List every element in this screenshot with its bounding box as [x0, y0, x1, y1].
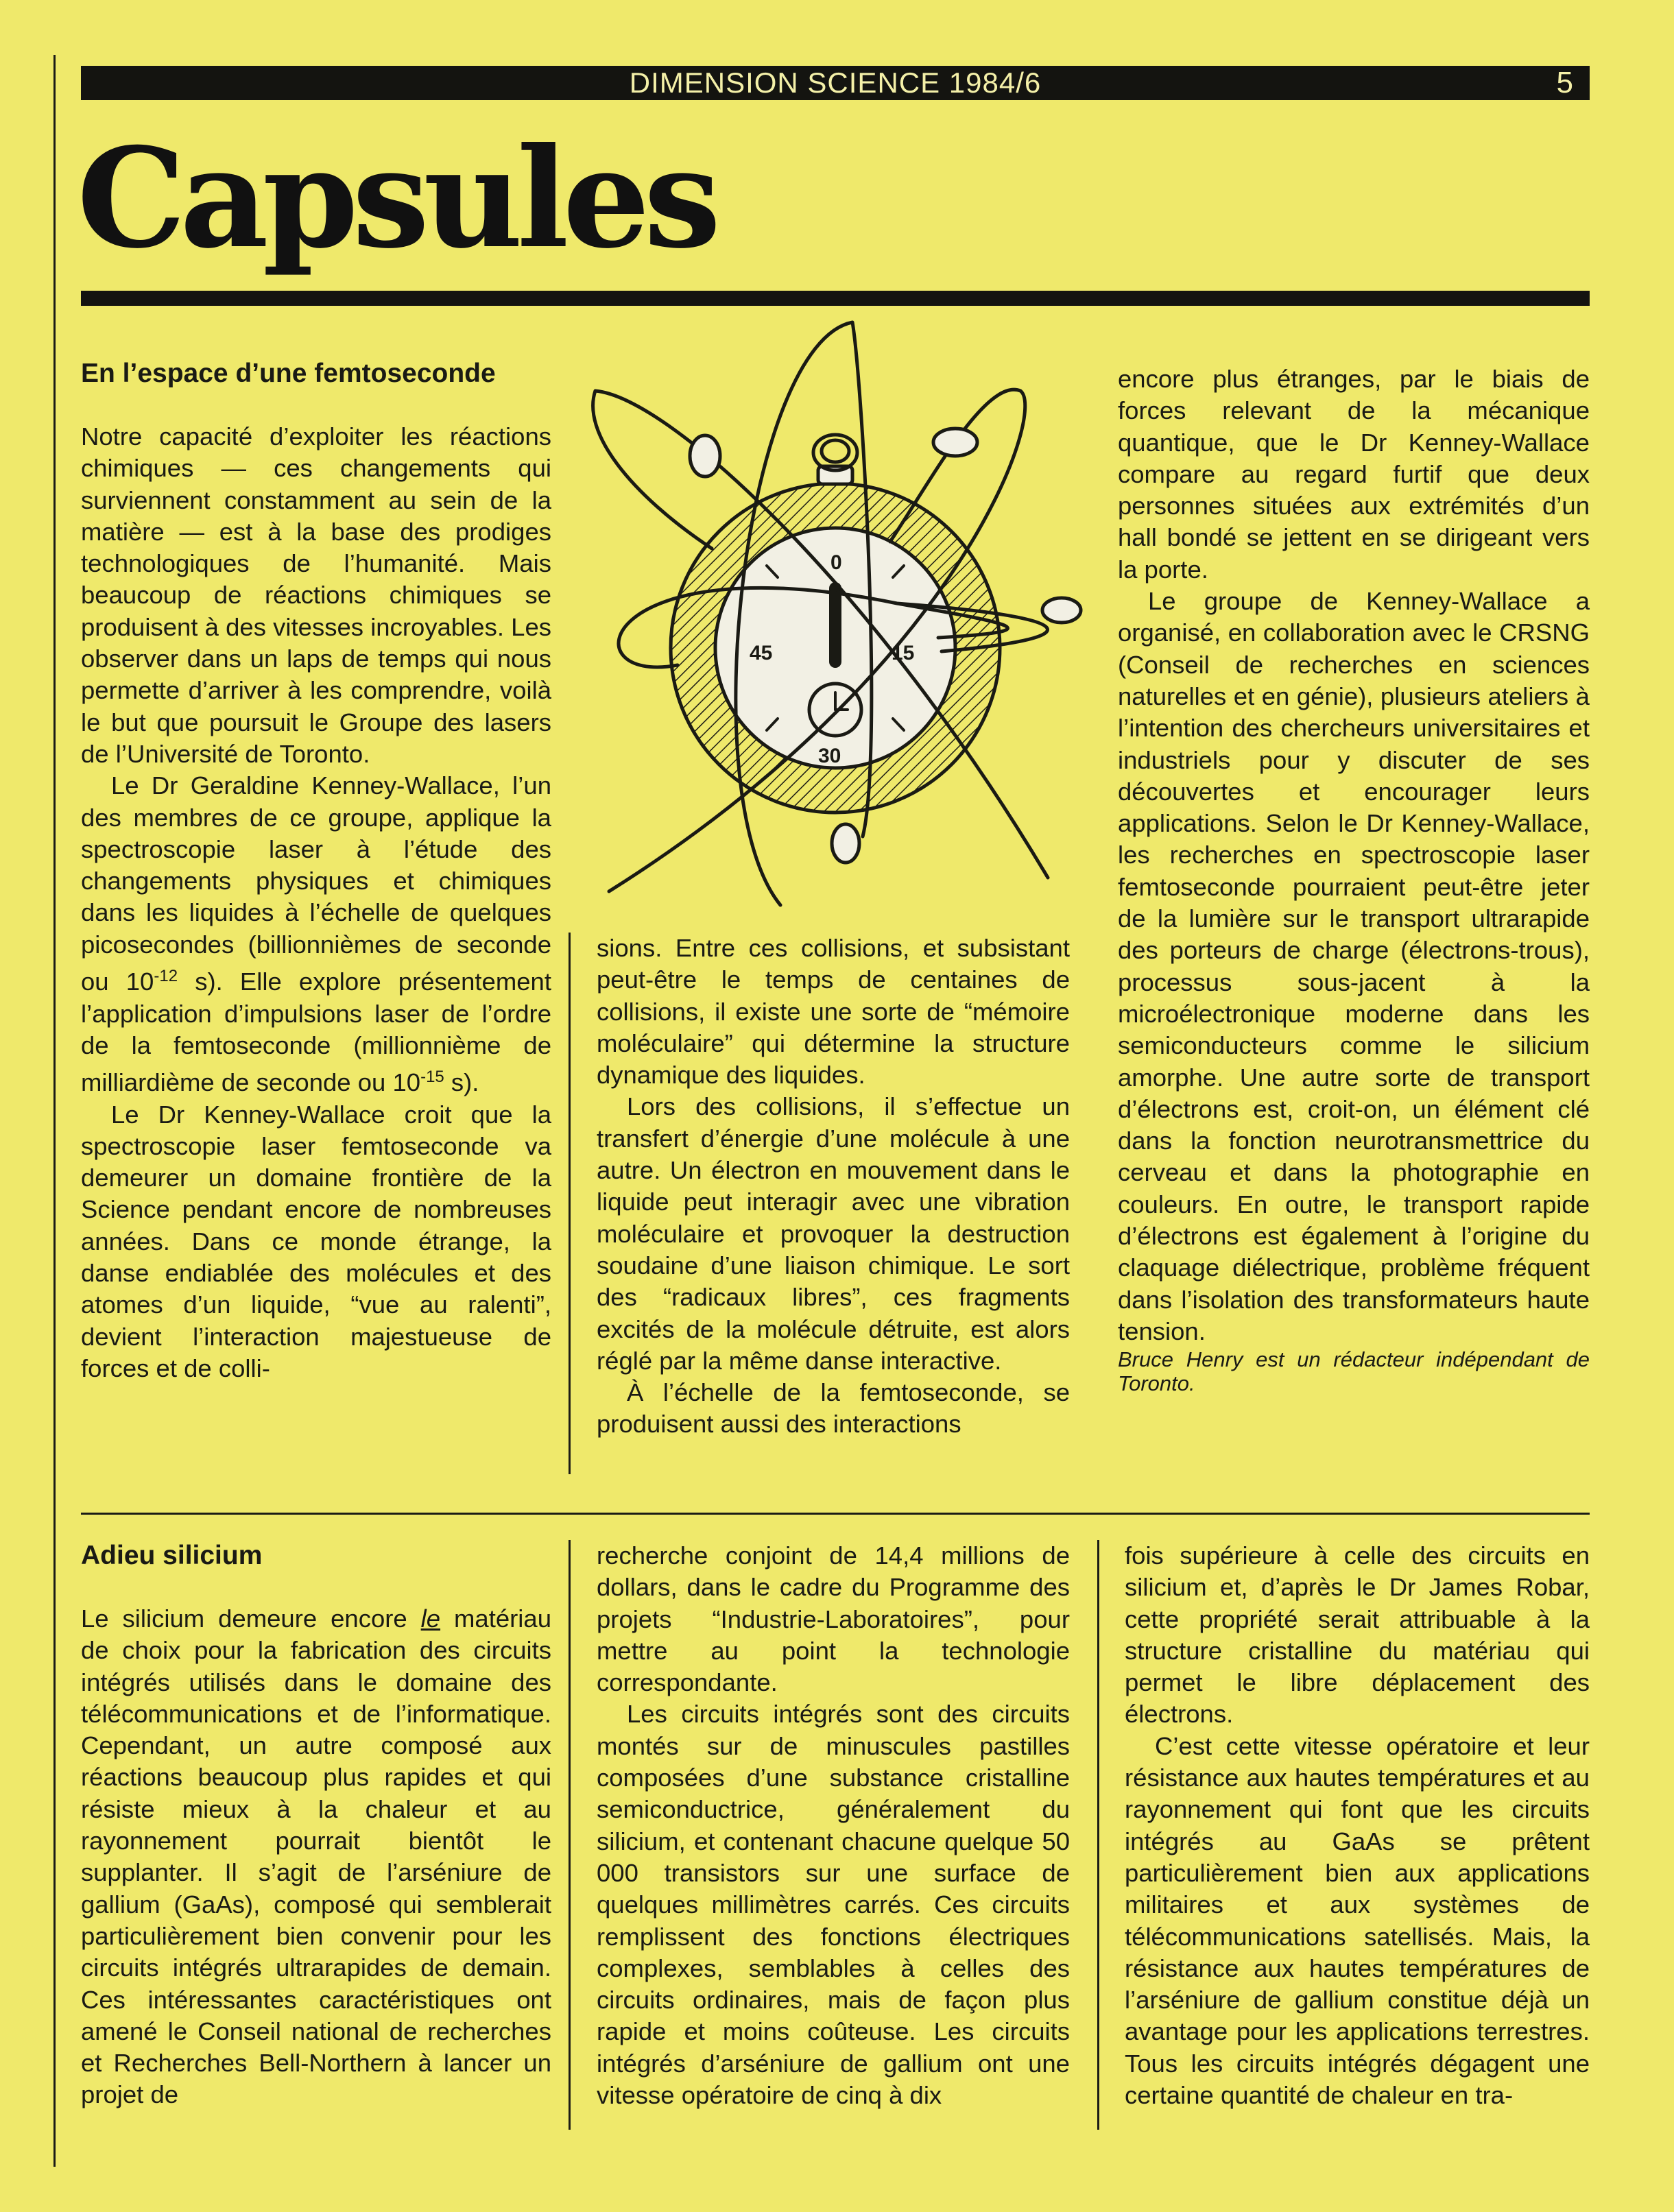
article1-paragraph: Le Dr Geraldine Kenney-Wallace, l’un des membres de ce groupe, applique la spectroscopie laser à l’étude des changements physiques et chimiques dans les liquides à l’échelle de quelques picosecondes (billionnièmes de seconde ou $10^{-12}$ s). Elle explore présentement l’application d’impulsions laser de l’ordre de la femtoseconde (millionnième de milliardième de seconde ou $10^{-15}$ s).	[81, 771, 551, 1097]
article2-paragraph: Les circuits intégrés sont des circuits montés sur de minuscules pastilles composées d’une substance cristalline semiconductrice, généralement du silicium, et contenant chacune quelque 50 000 transistors sur une surface de quelques millimètres carrés. Ces circuits remplissent des fonctions électriques complexes, semblables à celles des circuits ordinaires, mais de façon plus rapide et moins coûteuse. Les circuits intégrés d’arséniure de gallium ont une vitesse opératoire de cinq à dix	[597, 1700, 1070, 2110]
column-divider	[1097, 1540, 1099, 2130]
article1-column-2	[597, 933, 1070, 1441]
publication-title: DIMENSION SCIENCE 1984/6	[629, 67, 1042, 99]
article1-paragraph: sions. Entre ces collisions, et subsistant peut-être le temps de centaines de collisions, il existe une sorte de “mémoire moléculaire” qui détermine la structure dynamique des liquides.	[597, 934, 1070, 1090]
article1-paragraph: Lors des collisions, il s’effectue un transfert d’énergie d’une molécule à une autre. Un électron en mouvement dans le liquide peut interagir avec une vibration moléculaire et provoquer la destruction soudaine d’une liaison chimique. Le sort des “radicaux libres”, ces fragments excités de la molécule détruite, est alors réglé par la même danse interactive.	[597, 1092, 1070, 1375]
header-bar	[81, 66, 1590, 100]
electron-icon	[690, 435, 720, 477]
article2-paragraph: Le silicium demeure encore le matériau de choix pour la fabrication des circuits intégrés utilisés dans le domaine des télécommunications et de l’informatique. Cependant, un autre composé aux réactions beaucoup plus rapides et qui résiste mieux à la chaleur et au rayonnement pourrait bientôt le supplanter. Il s’agit de l’arséniure de gallium (GaAs), composé qui semblerait particulièrement bien convenir pour les circuits intégrés ultrarapides de demain. Ces intéressantes caractéristiques ont amené le Conseil national de recherches et Recherches Bell-Northern à lancer un projet de	[81, 1604, 552, 2109]
section-title: Capsules	[77, 118, 715, 279]
section-separator	[81, 1513, 1590, 1515]
dial-label-15: 15	[892, 642, 915, 664]
article2-paragraph: fois supérieure à celle des circuits en silicium et, d’après le Dr James Robar, cette propriété serait attribuable à la structure cristalline du matériau qui permet le libre déplacement des électrons.	[1125, 1541, 1590, 1729]
column-divider	[569, 933, 571, 1474]
dial-label-45: 45	[750, 642, 773, 664]
column-divider	[569, 1540, 571, 2130]
byline: Bruce Henry est un rédacteur indépendant de Toronto.	[1118, 1347, 1590, 1396]
dial-label-30: 30	[818, 745, 841, 767]
article1-paragraph: Le groupe de Kenney-Wallace a organisé, en collaboration avec le CRSNG (Conseil de recherches en sciences naturelles et en génie), plusieurs ateliers à l’intention des chercheurs universitaires et industriels pour y discuter de ses découvertes et encourager leurs applications. Selon le Dr Kenney-Wallace, les recherches en spectroscopie laser femtoseconde pourraient peut-être jeter de la lumière sur le transport ultrarapide des porteurs de charge (électrons-trous), processus sous-jacent à la microélectronique moderne dans les semiconducteurs comme le silicium amorphe. Une autre sorte de transport d’électrons est, croit-on, un élément clé dans la fonction neurotransmettrice du cerveau et dans la photographie en couleurs. En outre, le transport rapide d’électrons est également à l’origine du claquage diélectrique, problème fréquent dans l’isolation des transformateurs haute tension.	[1118, 587, 1590, 1345]
electron-icon	[832, 824, 859, 863]
article1-title: En l’espace d’une femtoseconde	[81, 359, 496, 388]
article2-paragraph: recherche conjoint de 14,4 millions de dollars, dans le cadre du Programme des projets “Industrie-Laboratoires”, pour mettre au point la technologie correspondante.	[597, 1541, 1070, 1697]
electron-icon	[933, 429, 977, 456]
left-margin-rule	[53, 55, 56, 2167]
article1-paragraph: À l’échelle de la femtoseconde, se produisent aussi des interactions	[597, 1378, 1070, 1439]
article2-paragraph: C’est cette vitesse opératoire et leur résistance aux hautes températures et au rayonnement qui font que les circuits intégrés au GaAs se prêtent particulièrement bien aux applications militaires et aux systèmes de télécommunications satellisés. Mais, la résistance aux hautes températures de l’arséniure de gallium constitue déjà un avantage pour les applications terrestres. Tous les circuits intégrés dégagent une certaine quantité de chaleur en tra-	[1125, 1731, 1590, 2110]
electron-icon	[1042, 598, 1081, 623]
article2-column-3	[1125, 1540, 1590, 2111]
page-number: 5	[1556, 66, 1573, 99]
article2-title: Adieu silicium	[81, 1541, 263, 1570]
article1-paragraph: encore plus étranges, par le biais de forces relevant de la mécanique quantique, que le Dr Kenney-Wallace compare au regard furtif que deux personnes situées aux extrémités d’un hall bondé se jettent en se dirigeant vers la porte.	[1118, 365, 1590, 584]
article2-column-1	[81, 1540, 551, 2111]
article1-column-3	[1118, 363, 1590, 1395]
article1-paragraph: Notre capacité d’exploiter les réactions chimiques — ces changements qui surviennent constamment au sein de la matière — est à la base des prodiges technologiques de l’humanité. Mais beaucoup de réactions chimiques se produisent à des vitesses incroyables. Les observer dans un laps de temps qui nous permette d’arriver à les comprendre, voilà le but que poursuit le Groupe des lasers de l’Université de Toronto.	[81, 422, 551, 768]
article1-paragraph: Le Dr Kenney-Wallace croit que la spectroscopie laser femtoseconde va demeurer un domaine frontière de la Science pendant encore de nombreuses années. Dans ce monde étrange, la danse endiablée des molécules et des atomes d’un liquide, “vue au ralenti”, devient l’interaction majestueuse de forces et de colli-	[81, 1100, 551, 1382]
article2-column-2	[597, 1540, 1070, 2111]
title-rule	[81, 291, 1590, 306]
stopwatch-atom-illustration	[575, 315, 1096, 926]
dial-label-0: 0	[830, 551, 842, 574]
article1-column-1	[81, 358, 551, 1384]
